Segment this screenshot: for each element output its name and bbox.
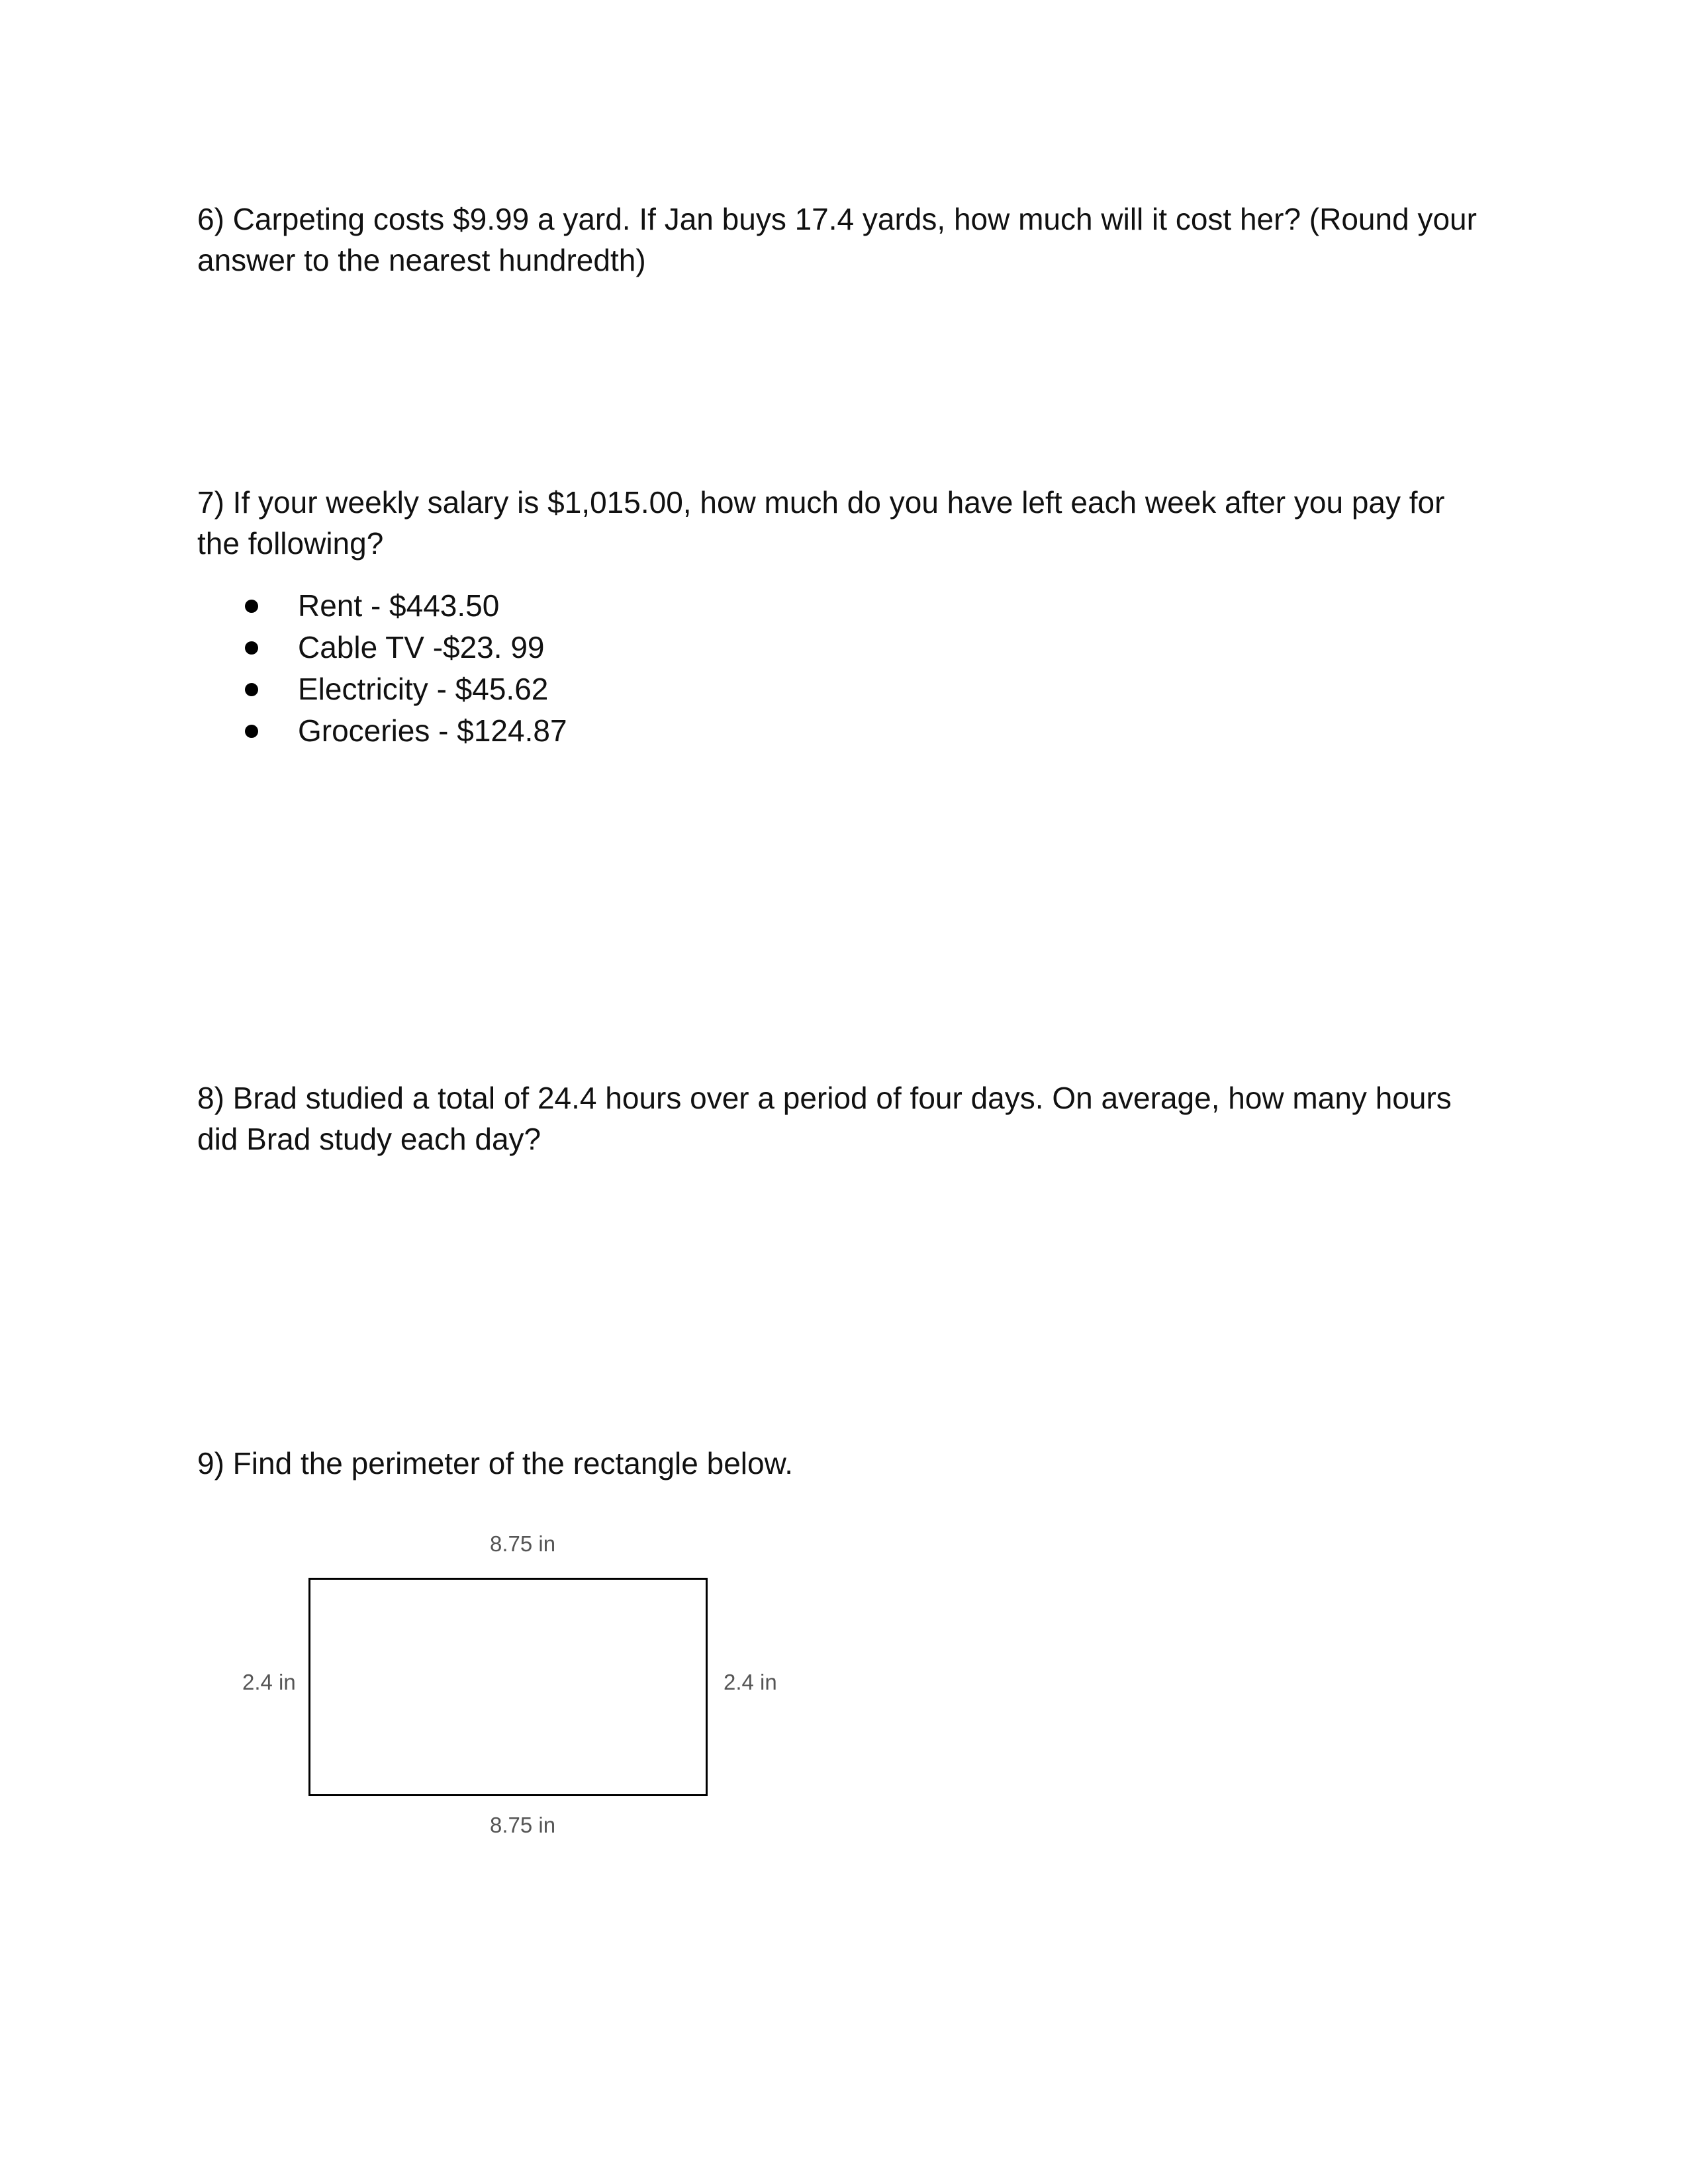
- list-item: [245, 627, 567, 668]
- list-item: [245, 585, 567, 627]
- bullet-icon: [245, 683, 258, 696]
- expense-cable-tv: Cable TV -$23. 99: [298, 630, 545, 664]
- question-7: 7) If your weekly salary is $1,015.00, how much do you have left each week after you pay for the following?: [197, 485, 1445, 561]
- rectangle-right-label: 2.4 in: [724, 1670, 777, 1694]
- bullet-icon: [245, 641, 258, 655]
- expense-list: [245, 585, 567, 752]
- question-6: 6) Carpeting costs $9.99 a yard. If Jan buys 17.4 yards, how much will it cost her? (Round your answer to the nearest hundredth): [197, 202, 1477, 277]
- rectangle-bottom-label: 8.75 in: [490, 1813, 556, 1837]
- expense-groceries: Groceries - $124.87: [298, 713, 567, 748]
- question-8: 8) Brad studied a total of 24.4 hours over a period of four days. On average, how many hours did Brad study each day?: [197, 1081, 1452, 1156]
- rectangle-shape: [308, 1578, 708, 1796]
- bullet-icon: [245, 725, 258, 738]
- rectangle-top-label: 8.75 in: [490, 1531, 556, 1556]
- expense-electricity: Electricity - $45.62: [298, 672, 549, 706]
- bullet-icon: [245, 600, 258, 613]
- question-9: 9) Find the perimeter of the rectangle below.: [197, 1446, 794, 1480]
- expense-rent: Rent - $443.50: [298, 588, 500, 623]
- rectangle-left-label: 2.4 in: [242, 1670, 296, 1694]
- list-item: [245, 668, 567, 710]
- list-item: [245, 710, 567, 752]
